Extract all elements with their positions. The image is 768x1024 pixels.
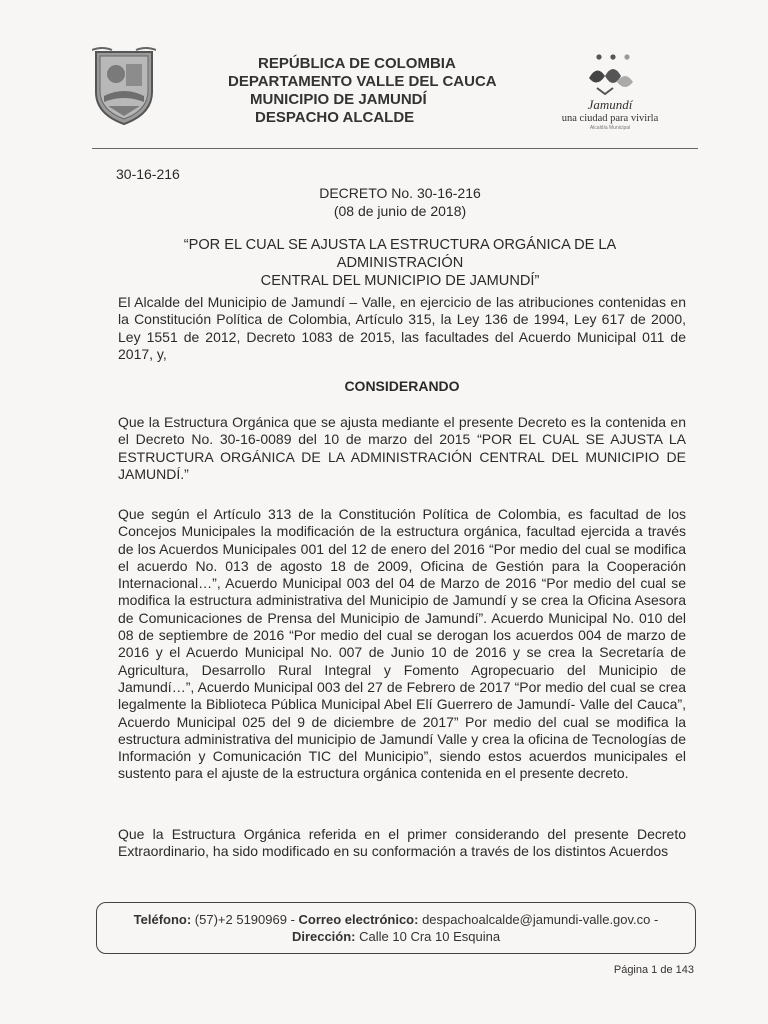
footer-line-1 xyxy=(97,911,695,928)
considerando-heading: CONSIDERANDO xyxy=(344,378,460,394)
email-label: Correo electrónico: xyxy=(298,912,419,927)
page-number: Página 1 de 143 xyxy=(613,964,694,976)
phone-label: Teléfono: xyxy=(133,912,192,927)
email-value[interactable]: despachoalcalde@jamundi-valle.gov.co - xyxy=(422,912,659,927)
decree-title xyxy=(120,236,680,290)
logo-subtext: Alcaldía Municipal xyxy=(589,125,631,131)
logo-name: Jamundí xyxy=(587,97,633,112)
header-institution xyxy=(228,55,528,127)
jamundi-logo xyxy=(545,52,675,152)
title-line: “POR EL CUAL SE AJUSTA LA ESTRUCTURA ORGÁNICA DE LA ADMINISTRACIÓN xyxy=(183,237,617,271)
document-code: 30-16-216 xyxy=(116,166,180,182)
paragraph: Que la Estructura Orgánica referida en el primer considerando del presente Decreto Extraordinario, ha sido modificado en su conformación a través de los distintos Acuerdos xyxy=(118,826,686,860)
address-value: Calle 10 Cra 10 Esquina xyxy=(359,929,501,944)
contact-footer xyxy=(96,902,696,954)
intro-paragraph: El Alcalde del Municipio de Jamundí – Valle, en ejercicio de las atribuciones contenidas en la Constitución Política de Colombia, Artículo 315, la Ley 136 de 1994, Ley 617 de 2000, Ley 1551 de 2012, Decreto 1083 de 2015, las facultades del Acuerdo Municipal 011 de 2017, y, xyxy=(118,294,686,362)
coat-of-arms-icon xyxy=(92,46,156,126)
header-divider xyxy=(92,148,698,149)
decree-number: DECRETO No. 30-16-216 xyxy=(319,185,481,201)
header-line: MUNICIPIO DE JAMUNDÍ xyxy=(250,91,427,108)
header-line: DEPARTAMENTO VALLE DEL CAUCA xyxy=(228,73,497,90)
phone-value: (57)+2 5190969 - xyxy=(194,912,295,927)
jamundi-logo-icon xyxy=(575,52,645,96)
address-label: Dirección: xyxy=(291,929,356,944)
title-line: CENTRAL DEL MUNICIPIO DE JAMUNDÍ” xyxy=(260,273,540,289)
footer-line-2 xyxy=(97,928,695,945)
header-line: REPÚBLICA DE COLOMBIA xyxy=(258,55,456,72)
header-line: DESPACHO ALCALDE xyxy=(255,109,415,126)
paragraph: Que según el Artículo 313 de la Constitución Política de Colombia, es facultad de los Concejos Municipales la modificación de la estructura orgánica, facultad ejercida a través de los Acuerdos Municipales 001 del 12 de enero del 2016 “Por medio del cual se modifica el acuerdo No. 013 de agosto 18 de 2009, Oficina de Gestión para la Cooperación Internacional…”, Acuerdo Municipal 003 del 04 de Marzo de 2016 “Por medio del cual se modifica la estructura administrativa del Municipio de Jamundí y se crea la Oficina Asesora de Comunicaciones de Prensa del Municipio de Jamundí”. Acuerdo Municipal No. 010 del 08 de septiembre de 2016 “Por medio del cual se derogan los acuerdos 004 de marzo de 2016 y el Acuerdo Municipal No. 007 de Junio 10 de 2016 y se crea la Secretaría de Agricultura, Desarrollo Rural Integral y Fomento Agropecuario del Municipio de Jamundí…”, Acuerdo Municipal 003 del 27 de Febrero de 2017 “Por medio del cual se crea legalmente la Biblioteca Pública Municipal Abel Elí Guerrero de Jamundí- Valle del Cauca”, Acuerdo Municipal 025 del 9 de diciembre de 2017” Por medio del cual se modifica la estructura administrativa del municipio de Jamundí Valle y crea la oficina de Tecnologías de Información y Comunicación TIC del Municipio”, siendo estos acuerdos municipales el sustento para el ajuste de la estructura orgánica contenida en el presente decreto. xyxy=(118,506,686,782)
decree-heading xyxy=(120,184,680,220)
logo-slogan: una ciudad para vivirla xyxy=(561,113,659,124)
decree-date: (08 de junio de 2018) xyxy=(333,203,467,219)
paragraph: Que la Estructura Orgánica que se ajusta mediante el presente Decreto es la contenida en el Decreto No. 30-16-0089 del 10 de marzo del 2015 “POR EL CUAL SE AJUSTA LA ESTRUCTURA ORGÁNICA DE LA ADMINISTRACIÓN CENTRAL DEL MUNICIPIO DE JAMUNDÍ.” xyxy=(118,414,686,482)
